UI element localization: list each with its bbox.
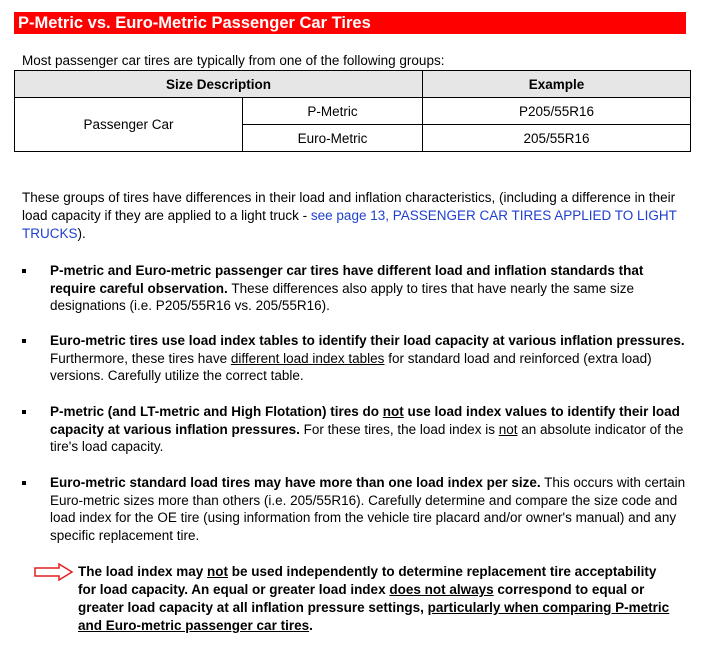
list-item [22,403,687,456]
bullet-rest: This occurs with certain Euro-metric sizes more than others (i.e. 205/55R16). Carefully determine and compare the size code and load index for the OE tire (using information from the vehicle tire placard and/or owner's manual) and any specific replacement tire. [50,475,686,543]
bullet-text [50,403,687,456]
paragraph-end: ). [77,226,86,241]
bullet-text [50,474,687,544]
paragraph-text: These groups of tires have differences in their load and inflation characteristics, (including a difference in their load capacity if they are applied to a light truck - [22,190,676,223]
intro-text: Most passenger car tires are typically from one of the following groups: [22,53,445,68]
type-cell: Euro-Metric [243,125,423,152]
note-part: The load index may [78,564,208,579]
list-item [22,262,687,315]
note-part: be used independently to determine replacement tire acceptability for load capacity. An equal or greater load index [78,564,657,597]
table-header-row [15,71,691,98]
list-item [22,332,687,385]
bullet-rest: These differences also apply to tires that have nearly the same size designations (i.e. P205/55R16 vs. 205/55R16). [50,280,635,313]
note-underline: not [207,564,229,579]
bullet-text [50,262,687,315]
bullet-underline: not [498,421,518,437]
table-row [15,98,691,125]
bullet-rest: an absolute indicator of the tire's load capacity. [50,421,684,454]
note-underline: does not always [389,582,494,597]
bullet-icon [22,410,26,414]
example-cell: P205/55R16 [423,98,691,125]
right-arrow-icon [34,563,74,581]
bullet-bold: Euro-metric standard load tires may have more than one load index per size. [50,475,541,490]
bullet-icon [22,339,26,343]
example-cell: 205/55R16 [423,125,691,152]
bullet-bold-part: P-metric (and LT-metric and High Flotation) tires do [50,404,383,419]
bullet-icon [22,481,26,485]
type-cell: P-Metric [243,98,423,125]
bullet-rest: For these tires, the load index is [299,421,499,437]
note-end: . [309,618,313,633]
header-example: Example [423,71,691,98]
note-text [78,563,674,635]
page-title: P-Metric vs. Euro-Metric Passenger Car Tires [14,12,686,34]
bullet-bold: P-metric and Euro-metric passenger car tires have different load and inflation standards that require careful observation. [50,263,644,296]
note-underline: particularly when comparing P-metric and Euro-metric passenger car tires [78,600,670,633]
page-13-link[interactable]: see page 13, PASSENGER CAR TIRES APPLIED TO LIGHT TRUCKS [22,208,677,241]
group-cell: Passenger Car [15,98,243,152]
bullet-icon [22,269,26,273]
differences-paragraph [22,189,682,243]
tire-size-table [14,70,691,152]
list-item [22,474,687,544]
bullet-bold: Euro-metric tires use load index tables to identify their load capacity at various inflation pressures. [50,333,685,348]
header-size-description: Size Description [15,71,423,98]
bullet-bold-part: use load index values to identify their load capacity at various inflation pressures. [50,404,680,437]
bullet-rest: for standard load and reinforced (extra load) versions. Carefully utilize the correct table. [50,350,652,383]
bullet-underline: different load index tables [230,350,385,366]
note-part: correspond to equal or greater load capacity at all inflation pressure settings, [78,582,645,615]
bullet-bold-underline: not [382,404,404,419]
load-index-note [34,563,674,635]
bullet-rest: Furthermore, these tires have [50,350,231,366]
bullet-text [50,332,687,385]
